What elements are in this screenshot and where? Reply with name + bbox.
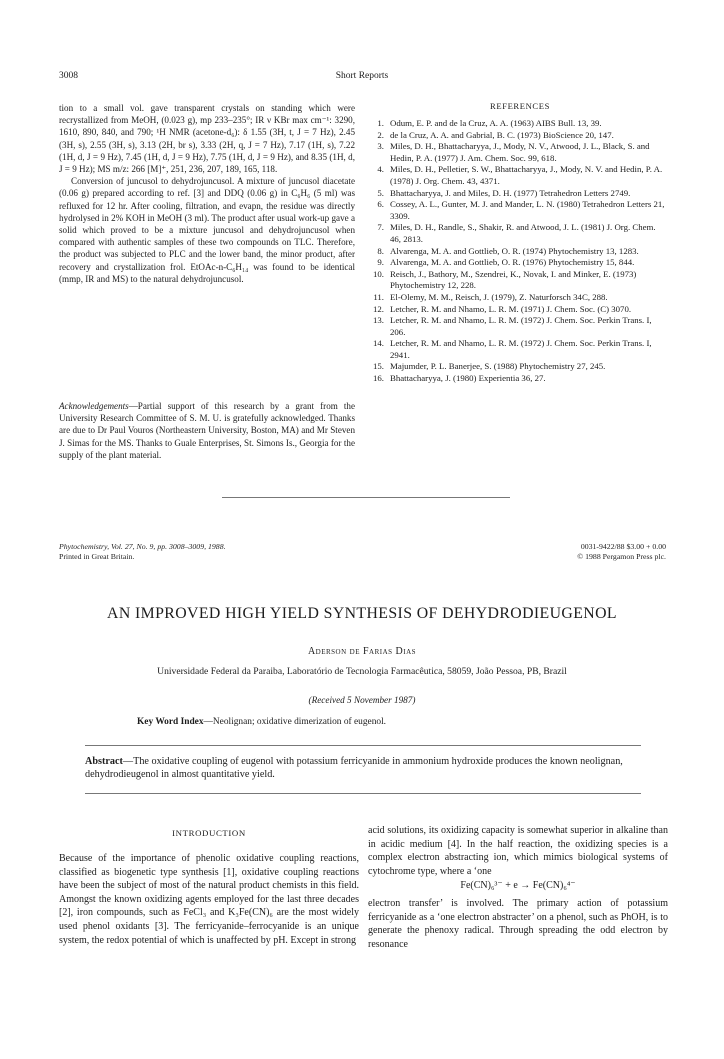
reference-item xyxy=(368,292,668,304)
reference-item xyxy=(368,257,668,269)
reference-item xyxy=(368,188,668,200)
reference-item xyxy=(368,130,668,142)
received-date: (Received 5 November 1987) xyxy=(308,695,416,705)
printed-in: Printed in Great Britain. xyxy=(59,552,135,561)
reference-text: Miles, D. H., Bhattacharyya, J., Mody, N. V., Atwood, J. L., Black, S. and Hedin, P. A. (1977) J. Am. Chem. Soc. 99, 618. xyxy=(390,141,650,163)
reference-number: 4. xyxy=(377,164,384,175)
references-heading: REFERENCES xyxy=(490,101,550,111)
reference-number: 14. xyxy=(373,338,384,349)
reference-number: 11. xyxy=(373,291,384,302)
issn-price: 0031-9422/88 $3.00 + 0.00 xyxy=(580,542,666,551)
reference-number: 5. xyxy=(377,187,384,198)
reference-number: 6. xyxy=(377,199,384,210)
keyword-text: —Neolignan; oxidative dimerization of eugenol. xyxy=(203,717,387,727)
reference-number: 7. xyxy=(377,222,384,233)
abstract-bottom-rule xyxy=(85,793,641,794)
reference-text: Letcher, R. M. and Nhamo, L. R. M. (1972) J. Chem. Soc. Perkin Trans. I, 2941. xyxy=(390,338,652,360)
reference-item xyxy=(368,141,668,164)
introduction-right-text-1: acid solutions, its oxidizing capacity is somewhat superior in alkaline than in acidic medium [4]. In the half reaction, the oxidizing species is a complex electron abstracting ion, which mimics biological systems of cytochrome type, where a ‘one xyxy=(368,825,668,877)
reference-text: Odum, E. P. and de la Cruz, A. A. (1963) AIBS Bull. 13, 39. xyxy=(390,118,602,128)
reference-number: 3. xyxy=(377,141,384,152)
reference-number: 10. xyxy=(373,268,384,279)
article-title: AN IMPROVED HIGH YIELD SYNTHESIS OF DEHYDRODIEUGENOL xyxy=(107,605,617,622)
keyword-index xyxy=(137,717,386,727)
page-number: 3008 xyxy=(59,71,78,81)
acknowledgements xyxy=(59,400,355,461)
reference-number: 15. xyxy=(373,361,384,372)
reference-item xyxy=(368,199,668,222)
reference-number: 12. xyxy=(373,303,384,314)
reference-number: 9. xyxy=(377,257,384,268)
reference-item xyxy=(368,269,668,292)
reference-number: 1. xyxy=(377,118,384,128)
acknowledgements-label: Acknowledgements xyxy=(59,401,129,411)
author: Aderson de Farias Dias xyxy=(307,646,417,657)
reference-item xyxy=(368,118,668,130)
section-divider xyxy=(222,497,510,498)
experimental-paragraph: tion to a small vol. gave transparent crystals on standing which were recrystallized from MeOH, (0.023 g), mp 233–235°; IR ν KBr max cm⁻¹: 3290, 1610, 890, 840, and 790; ¹H NMR (acetone-d₆): δ 1.55 (3H, t, J = 7 Hz), 2.45 (3H, s), 2.55 (3H, s), 3.13 (2H, br s), 3.33 (2H, q, J = 7 Hz), 7.17 (1H, s), 7.22 (1H, d, J = 9 Hz), 7.45 (1H, d, J = 9 Hz), 7.75 (1H, d, J = 9 Hz), and 8.35 (1H, d, J = 9 Hz); MS m/z: 266 [M]⁺, 251, 236, 207, 189, 165, 118. xyxy=(59,103,355,175)
reference-text: Bhattacharyya, J. (1980) Experientia 36, 27. xyxy=(390,373,546,384)
reference-number: 8. xyxy=(377,245,384,256)
journal-citation: Phytochemistry, Vol. 27, No. 9, pp. 3008–3009, 1988. xyxy=(59,542,226,551)
reference-item xyxy=(368,361,668,373)
introduction-left-text: Because of the importance of phenolic oxidative coupling reactions, classified as biogenetic type synthesis [1], oxidative coupling reactions have been the subject of most of the natural product chemists in this field. Amongst the known oxidizing agents employed for the last three decades [2], iron compounds, such as FeCl₃ and K₃Fe(CN)₆ are the most widely used phenol oxidants [3]. The ferricyanide–ferrocyanide is an unique system, the redox potential of which is unaffected by pH. Except in strong xyxy=(59,853,359,946)
reference-item xyxy=(368,315,668,338)
reference-text: Alvarenga, M. A. and Gottlieb, O. R. (1974) Phytochemistry 13, 1283. xyxy=(390,245,639,256)
reference-item xyxy=(368,304,668,316)
left-column xyxy=(59,102,355,285)
conversion-paragraph: Conversion of juncusol to dehydrojuncusol. A mixture of juncusol diacetate (0.06 g) prepared according to ref. [3] and DDQ (0.06 g) in C₆H₆ (5 ml) was refluxed for 12 hr. After cooling, filtration, and evapn, the residue was directly hydrolysed in 2% KOH in MeOH (3 ml). The product after usual work-up gave a solid which proved to be a mixture juncusol and dehydrojuncusol when compared with authentic samples of these two compounds on TLC. Therefore, the product was subjected to PLC and the lower band, the minor product, after recovery and crystallization frol. EtOAc-n-C₆H₁₄ was found to be identical (mmp, IR and MS) to the natural dehydrojuncusol. xyxy=(59,176,355,284)
reference-text: Majumder, P. L. Banerjee, S. (1988) Phytochemistry 27, 245. xyxy=(390,361,606,372)
redox-equation: Fe(CN)₆³⁻ + e → Fe(CN)₆⁴⁻ xyxy=(460,880,576,891)
introduction-heading: INTRODUCTION xyxy=(172,828,246,838)
reference-text: Reisch, J., Bathory, M., Szendrei, K., Novak, I. and Minker, E. (1973) Phytochemistry 12, 228. xyxy=(390,268,637,291)
reference-item xyxy=(368,164,668,187)
reference-text: Miles, D. H., Pelletier, S. W., Bhattacharyya, J., Mody, N. V. and Hedin, P. A. (1978) J. Org. Chem. 43, 4371. xyxy=(390,164,663,186)
reference-text: Alvarenga, M. A. and Gottlieb, O. R. (1976) Phytochemistry 15, 844. xyxy=(390,257,635,268)
introduction-right-text-2: electron transfer’ is involved. The primary action of potassium ferricyanide as a ‘one electron abstracter’ on a phenol, such as PhOH, is to generate the phenoxy radical. Through spreading the odd electron by resonance xyxy=(368,898,668,950)
affiliation: Universidade Federal da Paraiba, Laboratório de Tecnologia Farmacêutica, 58059, João Pessoa, PB, Brazil xyxy=(157,666,567,677)
keyword-label: Key Word Index xyxy=(137,717,204,727)
reference-text: Bhattacharyya, J. and Miles, D. H. (1977) Tetrahedron Letters 2749. xyxy=(390,187,631,198)
reference-item xyxy=(368,246,668,258)
abstract-text: —The oxidative coupling of eugenol with potassium ferricyanide in ammonium hydroxide produces the known neolignan, dehydrodieugenol in almost quantitative yield. xyxy=(85,756,623,781)
reference-text: Miles, D. H., Randle, S., Shakir, R. and Atwood, J. L. (1981) J. Org. Chem. 46, 2813. xyxy=(390,222,656,244)
reference-text: Cossey, A. L., Gunter, M. J. and Mander, L. N. (1980) Tetrahedron Letters 21, 3309. xyxy=(390,199,665,221)
reference-number: 16. xyxy=(373,373,384,384)
abstract-top-rule xyxy=(85,745,641,746)
reference-text: Letcher, R. M. and Nhamo, L. R. M. (1971) J. Chem. Soc. (C) 3070. xyxy=(390,303,632,314)
reference-text: de la Cruz, A. A. and Gabrial, B. C. (1973) BioScience 20, 147. xyxy=(390,129,614,140)
abstract xyxy=(85,755,641,781)
reference-list xyxy=(368,118,668,385)
reference-item xyxy=(368,222,668,245)
reference-number: 2. xyxy=(377,129,384,140)
reference-text: El-Olemy, M. M., Reisch, J. (1979), Z. Naturforsch 34C, 288. xyxy=(390,291,608,302)
reference-number: 13. xyxy=(373,315,384,326)
reference-item xyxy=(368,373,668,385)
reference-text: Letcher, R. M. and Nhamo, L. R. M. (1972) J. Chem. Soc. Perkin Trans. I, 206. xyxy=(390,315,652,337)
acknowledgements-text: —Partial support of this research by a grant from the University Research Committee of S. M. U. is gratefully acknowledged. Thanks are due to Dr Paul Vouros (Northeastern University, Boston, MA) and Mr Steven J. Simas for the MS. Thanks to Guale Enterprises, St. Simons Is., Georgia for the supply of the plant material. xyxy=(59,401,355,460)
reference-item xyxy=(368,338,668,361)
abstract-label: Abstract xyxy=(85,756,123,767)
running-title: Short Reports xyxy=(335,71,389,81)
copyright: © 1988 Pergamon Press plc. xyxy=(577,552,666,561)
